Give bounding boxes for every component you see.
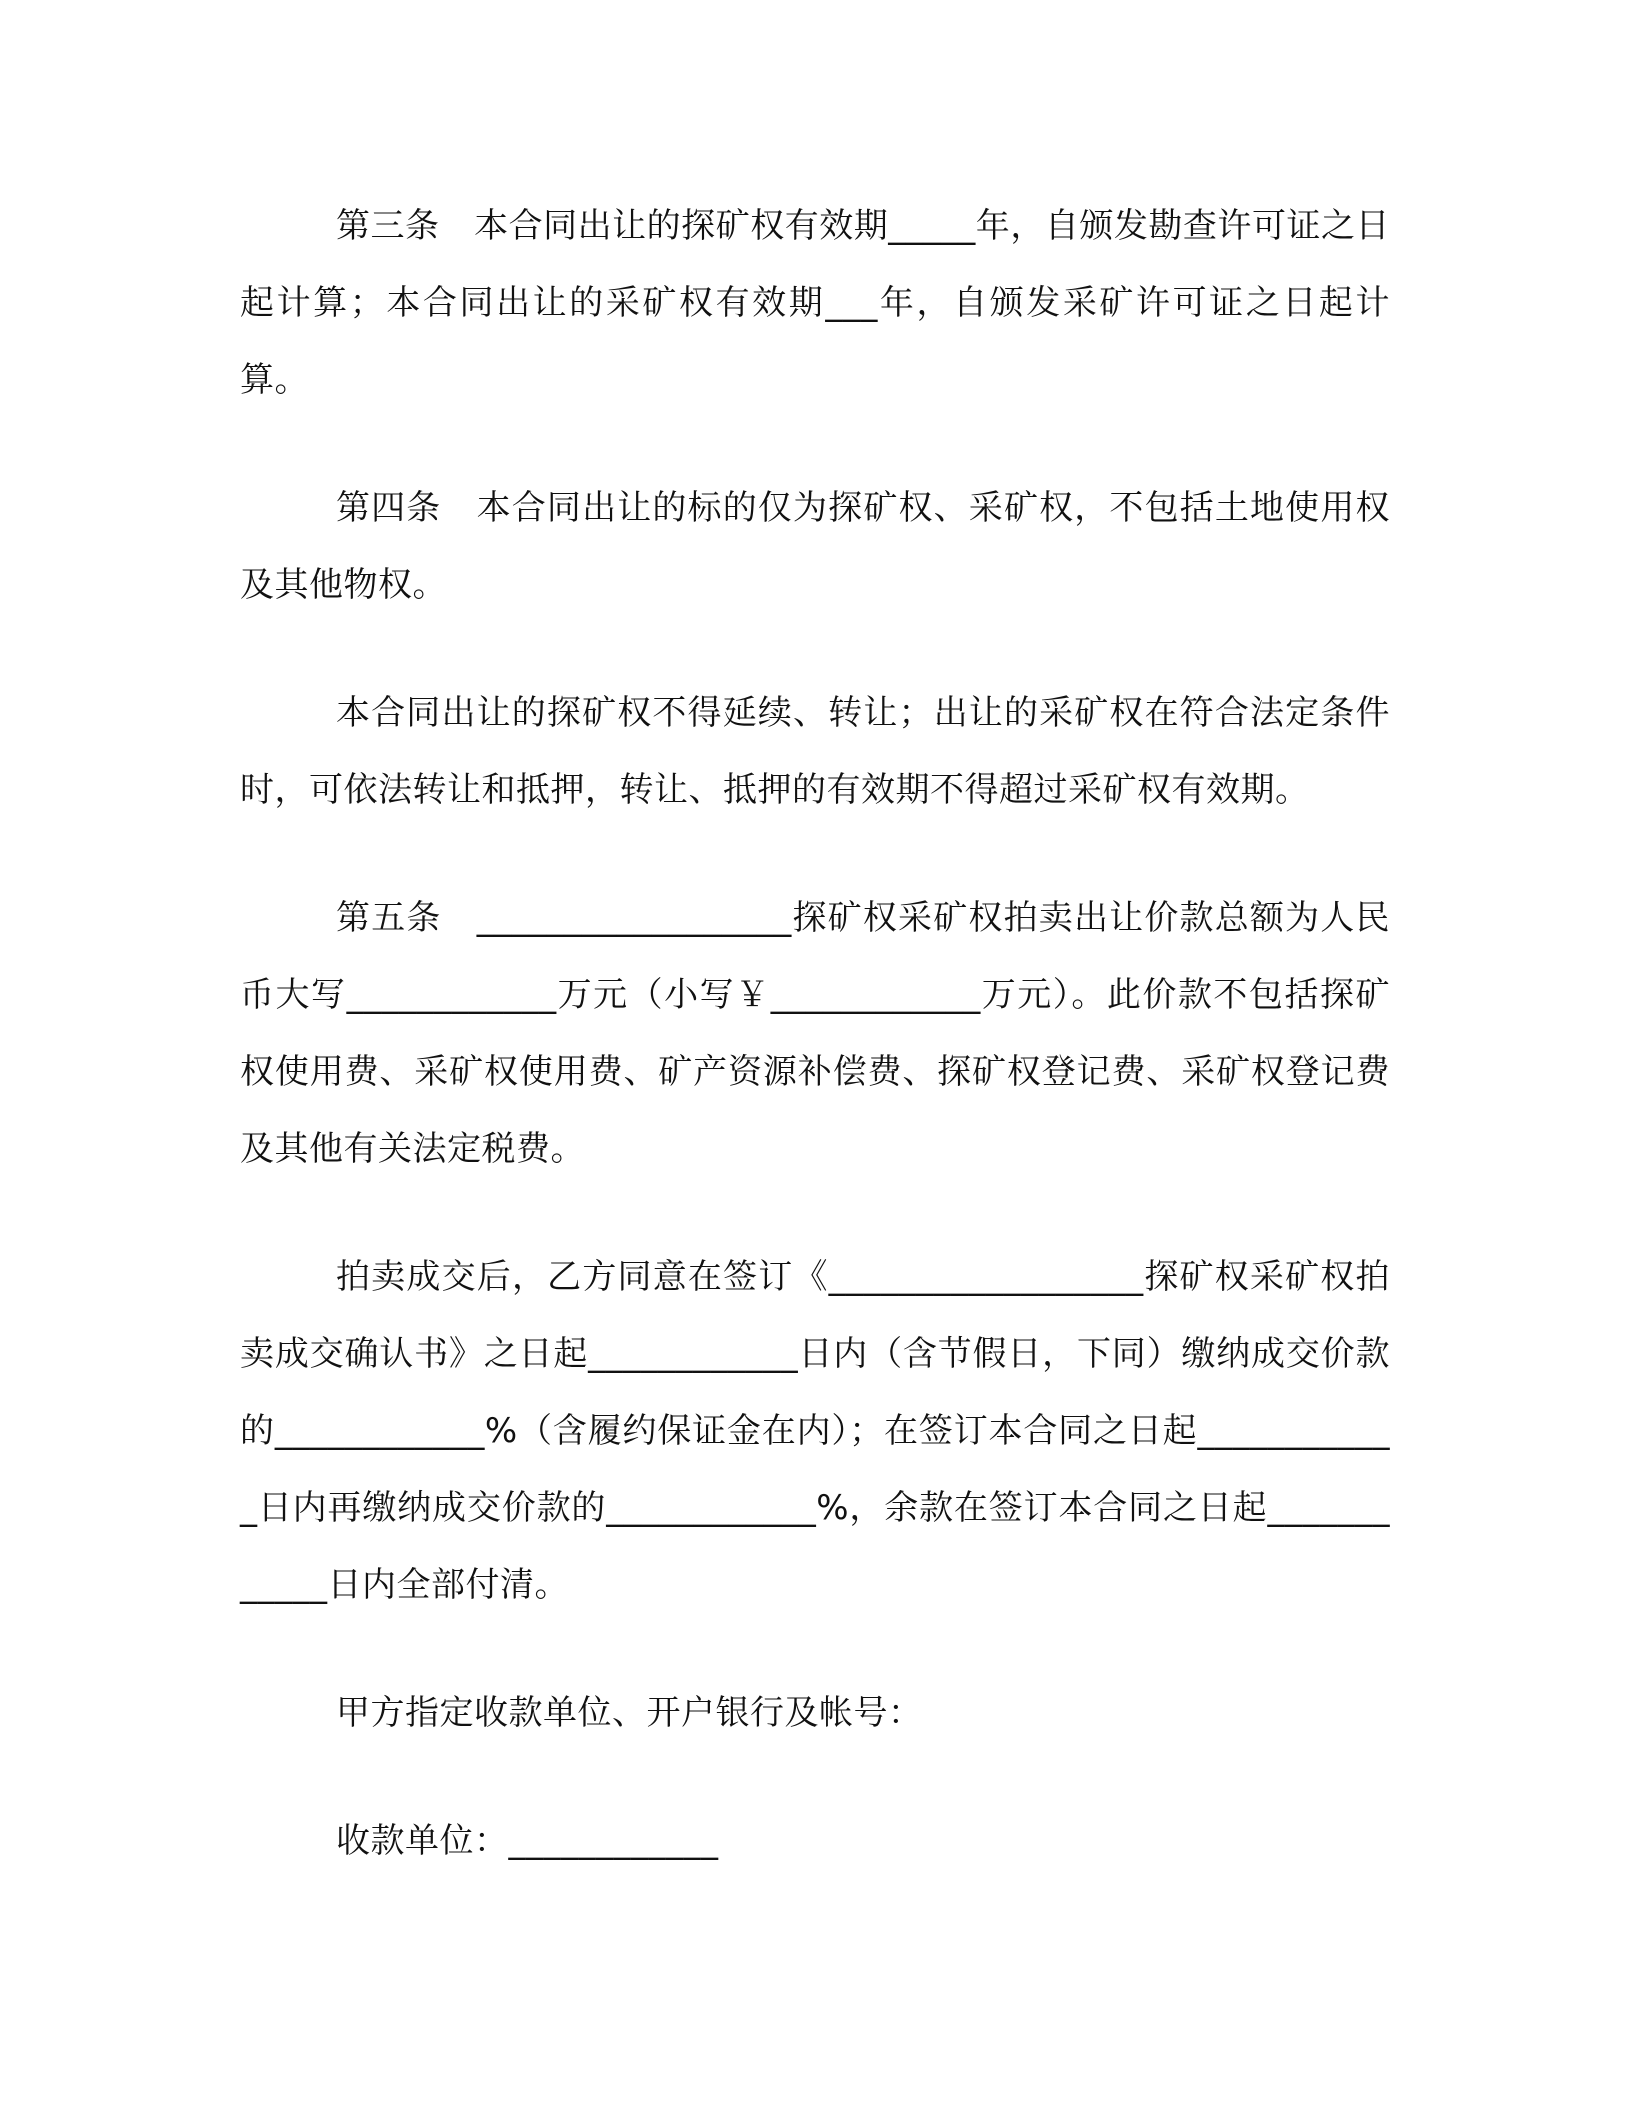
document-body — [240, 188, 1390, 1931]
payee-account-heading: 甲方指定收款单位、开户银行及帐号： — [336, 1693, 923, 1733]
article-3-paragraph: 第三条 本合同出让的探矿权有效期_____年，自颁发勘查许可证之日起计算；本合同出让的采矿权有效期___年，自颁发采矿许可证之日起计算。 — [240, 206, 1390, 400]
article-5-paragraph: 第五条 __________________探矿权采矿权拍卖出让价款总额为人民币大写____________万元（小写￥____________万元）。此价款不包括探矿权使用费、采矿权使用费、矿产资源补偿费、探矿权登记费、采矿权登记费及其他有关法定税费。 — [240, 898, 1390, 1169]
payment-schedule-paragraph: 拍卖成交后，乙方同意在签订《__________________探矿权采矿权拍卖成交确认书》之日起____________日内（含节假日，下同）缴纳成交价款的____________%（含履约保证金在内）；在签订本合同之日起____________日内再缴纳成交价款的____________%，余款在签订本合同之日起____________日内全部付清。 — [240, 1257, 1390, 1605]
article-4-paragraph: 第四条 本合同出让的标的仅为探矿权、采矿权，不包括土地使用权及其他物权。 — [240, 488, 1390, 605]
payee-unit-field: 收款单位：____________ — [336, 1821, 719, 1861]
transfer-restriction-paragraph: 本合同出让的探矿权不得延续、转让；出让的采矿权在符合法定条件时，可依法转让和抵押，转让、抵押的有效期不得超过采矿权有效期。 — [240, 693, 1390, 810]
